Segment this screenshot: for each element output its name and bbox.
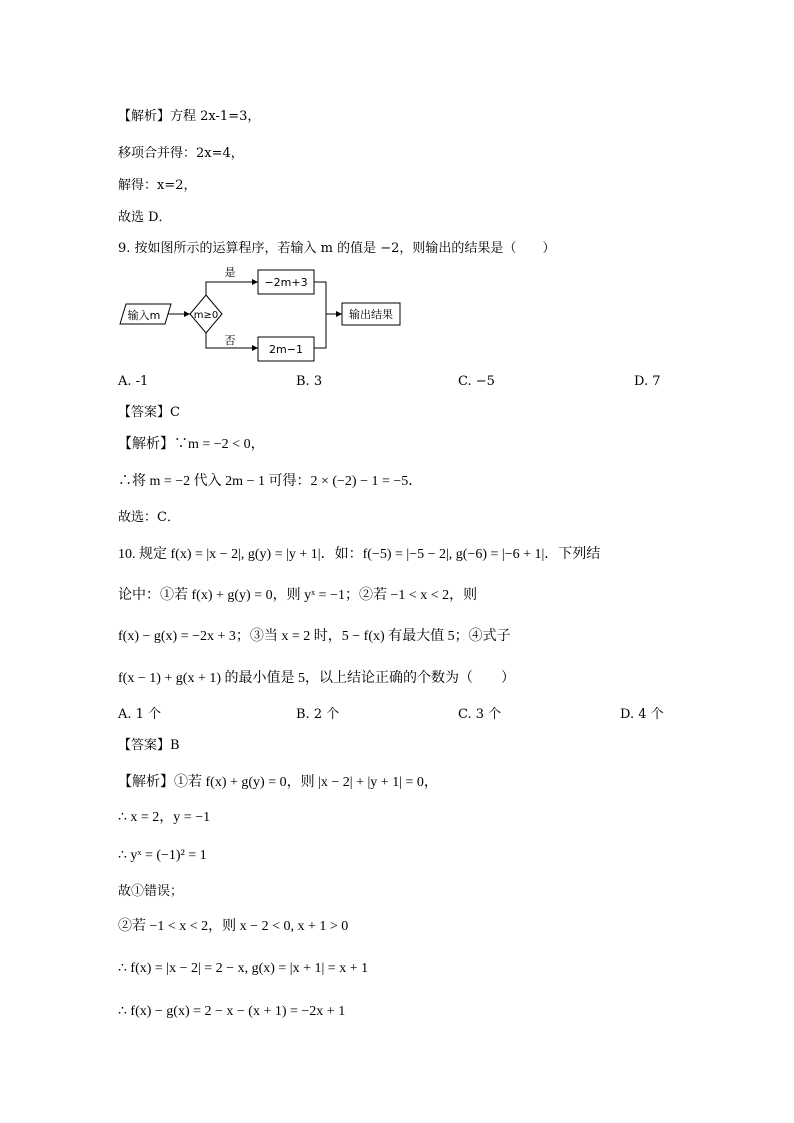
q9-solution-line-1: 【解析】∵m = −2 < 0，	[118, 437, 265, 452]
q9-stem: 9. 按如图所示的运算程序，若输入 m 的值是 −2，则输出的结果是（ ）	[118, 241, 556, 256]
q10-stem-line-1: 10. 规定 f(x) = |x − 2|, g(y) = |y + 1|．如：f(−5) = |−5 − 2|, g(−6) = |−6 + 1|．下列结	[118, 547, 601, 562]
prev-solution-line-2: 移项合并得：2x=4，	[118, 146, 244, 161]
q9-solution-line-3: 故选：C．	[118, 510, 180, 525]
flow-output-label: 输出结果	[349, 308, 393, 321]
q9-answer: 【答案】C	[118, 405, 180, 420]
q10-stem-line-3: f(x) − g(x) = −2x + 3；③当 x = 2 时，5 − f(x) 有最大值 5；④式子	[118, 629, 511, 644]
q10-solution-line-3: ∴ yˣ = (−1)² = 1	[118, 848, 207, 863]
q10-solution-line-5: ②若 −1 < x < 2，则 x − 2 < 0, x + 1 > 0	[118, 919, 349, 934]
prev-solution-line-3: 解得：x=2，	[118, 178, 197, 193]
q10-solution-line-1: 【解析】①若 f(x) + g(y) = 0，则 |x − 2| + |y + 1| = 0，	[118, 775, 438, 790]
q10-option-a: A. 1 个	[118, 707, 162, 722]
q9-option-d: D. 7	[634, 374, 661, 389]
q10-option-b: B. 2 个	[296, 707, 340, 722]
prev-solution-line-4: 故选 D．	[118, 210, 172, 225]
flow-condition-label: m≥0	[193, 310, 219, 321]
flow-yes-label: 是	[224, 266, 236, 279]
q10-solution-line-6: ∴ f(x) = |x − 2| = 2 − x, g(x) = |x + 1| = x + 1	[118, 961, 369, 976]
q10-solution-line-2: ∴ x = 2，y = −1	[118, 810, 211, 825]
q9-option-c: C. −5	[458, 374, 495, 389]
q9-option-a: A. -1	[118, 374, 149, 389]
q10-option-d: D. 4 个	[620, 707, 664, 722]
flow-no-label: 否	[224, 334, 236, 347]
q10-solution-line-4: 故①错误；	[118, 884, 184, 899]
flow-no-box-label: 2m−1	[269, 343, 303, 356]
q9-option-b: B. 3	[296, 374, 323, 389]
q9-solution-line-2: ∴将 m = −2 代入 2m − 1 可得：2 × (−2) − 1 = −5．	[118, 474, 423, 489]
q10-option-c: C. 3 个	[458, 707, 502, 722]
q10-stem-line-2: 论中：①若 f(x) + g(y) = 0，则 yˣ = −1；②若 −1 < x < 2，则	[118, 588, 478, 603]
q10-solution-line-7: ∴ f(x) − g(x) = 2 − x − (x + 1) = −2x + 1	[118, 1004, 346, 1019]
prev-solution-line-1: 【解析】方程 2x-1=3，	[118, 109, 261, 124]
flow-input-label: 输入m	[127, 309, 161, 322]
q10-stem-line-4: f(x − 1) + g(x + 1) 的最小值是 5，以上结论正确的个数为（ ）	[118, 671, 515, 686]
q9-flowchart	[110, 262, 410, 362]
q10-answer: 【答案】B	[118, 738, 180, 753]
flow-yes-box-label: −2m+3	[264, 276, 308, 289]
